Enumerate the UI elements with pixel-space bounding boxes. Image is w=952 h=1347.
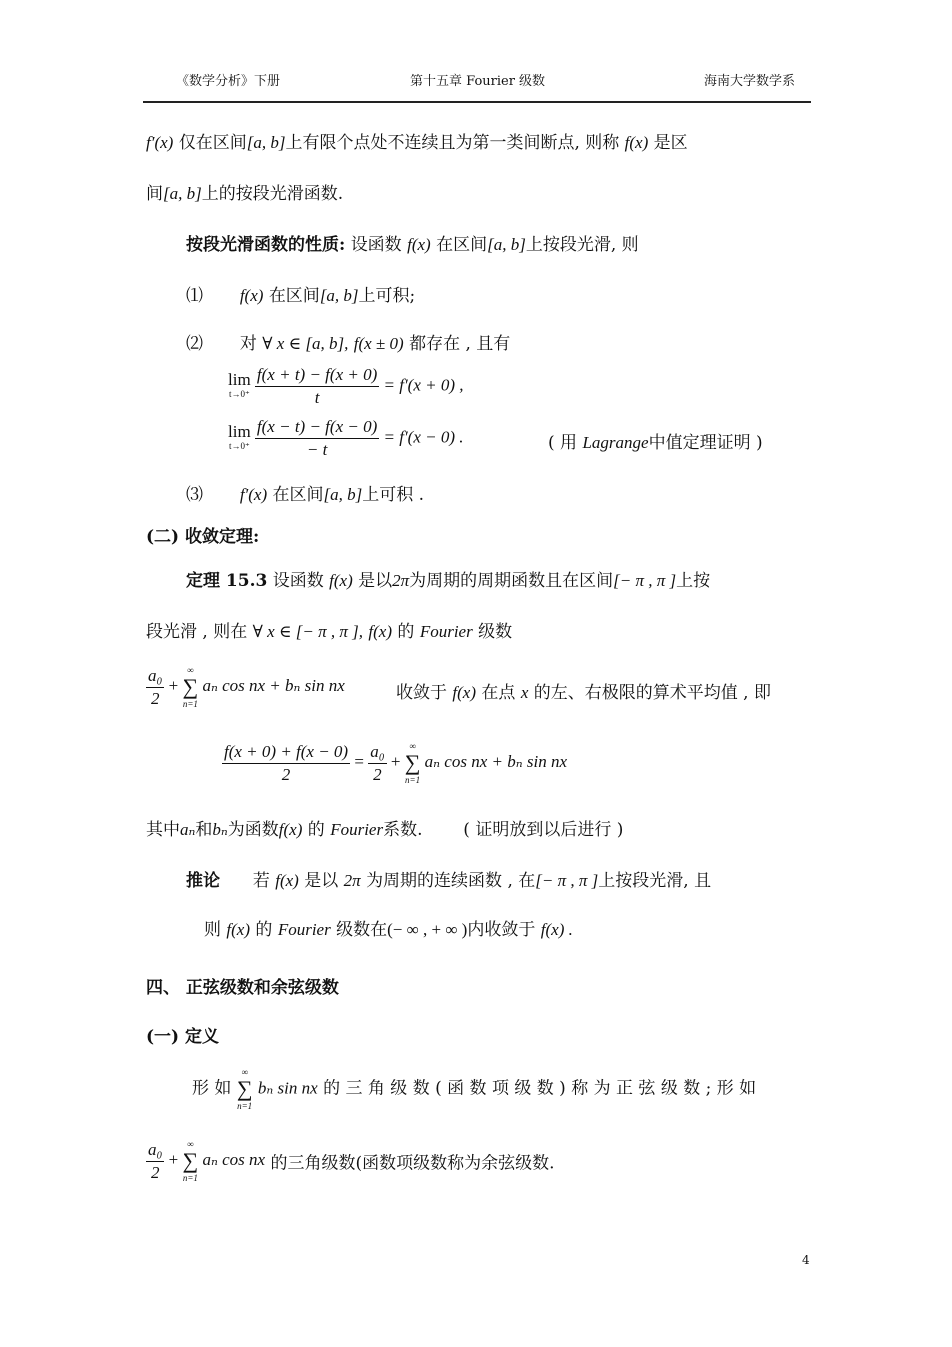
limit-2-fraction: $\frac{f(x - t) - f(x - 0)}{- t}$ xyxy=(256,417,378,459)
series-sum-symbol: ∞ ∑ n=1 xyxy=(182,665,199,709)
header-center: 第十五章 Fourier 级数 xyxy=(410,74,546,89)
limit-2: lim t→0⁺ $\frac{f(x - t) - f(x - 0)}{- t}$ = f′(x − 0) . xyxy=(228,417,464,459)
series-a0-fraction: $\frac{\text{a₀}}{2}$ xyxy=(148,665,163,708)
definition-line2: $\frac{\text{a₀}}{2}$ + ∞ ∑ n=1 aₙ cos nx 的三角级数(函数项级数称为余弦级数. xyxy=(148,1139,555,1183)
header-rule xyxy=(143,101,811,103)
definition-line1: 形 如 ∞ ∑ n=1 bₙ sin nx 的 三 角 级 数 ( 函 数 项 级 数 ) 称 为 正 弦 级 数 ; 形 如 xyxy=(192,1067,757,1111)
header-right: 海南大学数学系 xyxy=(704,74,796,89)
props-item3: ⑶ f′(x) 在区间[a, b]上可积 . xyxy=(186,485,425,505)
convergence-text: 收敛于 f(x) 在点 x 的左、右极限的算术平均值 , 即 xyxy=(396,683,771,703)
props-intro: 按段光滑函数的性质: 设函数 f(x) 在区间[a, b]上按段光滑, 则 xyxy=(186,235,639,255)
props-item1: ⑴ f(x) 在区间[a, b]上可积; xyxy=(186,286,416,306)
coefficients-line: 其中aₙ和bₙ为函数f(x) 的 Fourier系数. ( 证明放到以后进行 ) xyxy=(146,820,624,840)
section2-heading: (二) 收敛定理: xyxy=(146,527,260,547)
para1-line2: 间[a, b]上的按段光滑函数. xyxy=(146,184,344,204)
fourier-equation: $\frac{f(x + 0) + f(x - 0)}{2}$ = $\frac{\text{a₀}}{2}$ + ∞ ∑ n=1 aₙ cos nx + bₙ sin nx xyxy=(224,741,567,785)
equation-sum-symbol: ∞ ∑ n=1 xyxy=(404,741,421,785)
limit-1-operator: lim t→0⁺ xyxy=(228,369,251,399)
limit-2-note: ( 用 Lagrange中值定理证明 ) xyxy=(548,433,763,453)
theorem-line1: 定理 15.3 设函数 f(x) 是以2π为周期的周期函数且在区间[− π , π ]上按 xyxy=(186,571,711,591)
equation-lhs-fraction: $\frac{f(x + 0) + f(x - 0)}{2}$ xyxy=(224,741,349,784)
limit-1-fraction: $\frac{f(x + t) - f(x + 0)}{t}$ xyxy=(256,365,378,407)
equation-a0-fraction: $\frac{\text{a₀}}{2}$ xyxy=(370,741,385,784)
corollary-line1: 推论 若 f(x) 是以 2π 为周期的连续函数 , 在[− π , π ]上按段光滑, 且 xyxy=(186,871,712,891)
corollary-label: 推论 xyxy=(186,871,220,891)
cosine-a0-fraction: $\frac{\text{a₀}}{2}$ xyxy=(148,1139,163,1182)
series-line: $\frac{\text{a₀}}{2}$ + ∞ ∑ n=1 aₙ cos nx + bₙ sin nx xyxy=(148,665,345,709)
sine-sum-symbol: ∞ ∑ n=1 xyxy=(236,1067,253,1111)
corollary-line2: 则 f(x) 的 Fourier 级数在(− ∞ , + ∞ )内收敛于 f(x) . xyxy=(204,920,573,940)
limit-1: lim t→0⁺ $\frac{f(x + t) - f(x + 0)}{t}$ = f′(x + 0) , xyxy=(228,365,464,407)
section4-heading: 四、 正弦级数和余弦级数 xyxy=(146,978,339,998)
theorem-label: 定理 15.3 xyxy=(186,571,268,591)
theorem-line2: 段光滑 , 则在 ∀ x ∈ [− π , π ], f(x) 的 Fourier 级数 xyxy=(146,622,513,642)
props-item2: ⑵ 对 ∀ x ∈ [a, b], f(x ± 0) 都存在 , 且有 xyxy=(186,334,511,354)
props-heading: 按段光滑函数的性质: xyxy=(186,235,346,255)
header-left: 《数学分析》下册 xyxy=(176,74,281,89)
cosine-sum-symbol: ∞ ∑ n=1 xyxy=(182,1139,199,1183)
page-number: 4 xyxy=(802,1253,810,1267)
para1-line1: f′(x) 仅在区间[a, b]上有限个点处不连续且为第一类间断点, 则称 f(x) 是区 xyxy=(146,133,688,153)
section4-subheading: (一) 定义 xyxy=(146,1027,220,1047)
limit-2-operator: lim t→0⁺ xyxy=(228,421,251,451)
